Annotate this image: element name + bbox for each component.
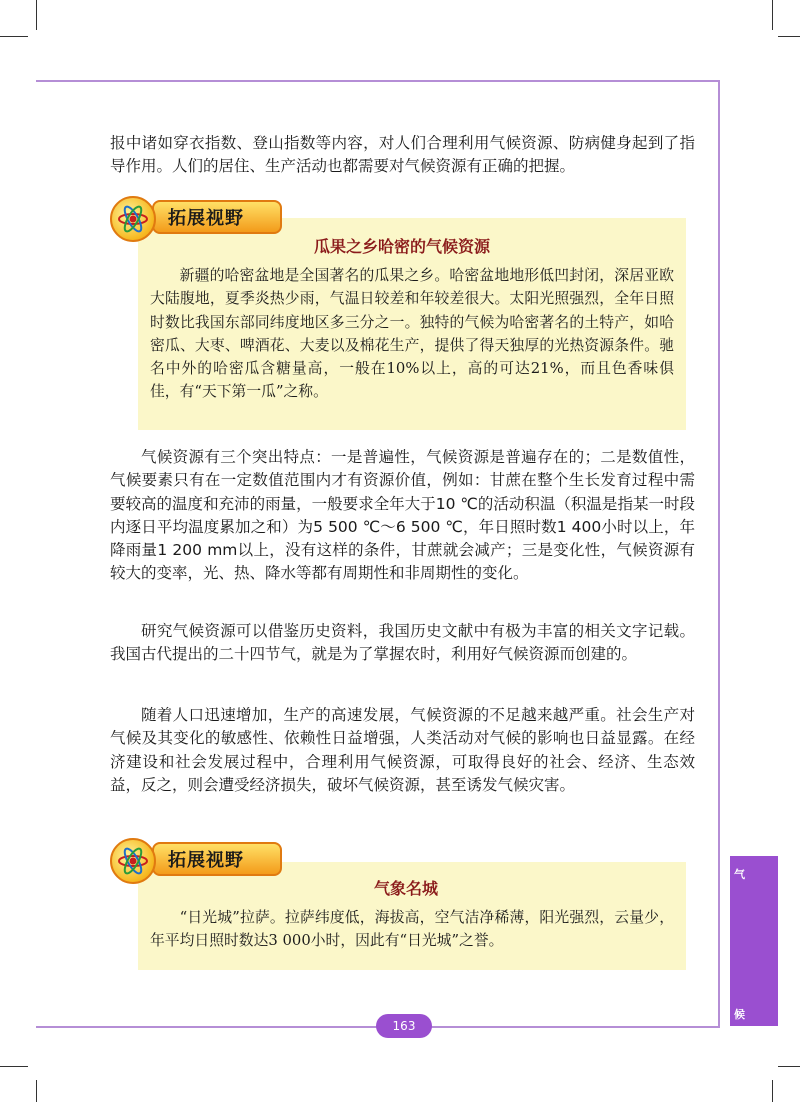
badge-label: 拓展视野 (168, 208, 244, 229)
body-paragraph: 气候资源有三个突出特点：一是普遍性，气候资源是普遍存在的；二是数值性，气候要素只有在一定数值范围内才有资源价值，例如：甘蔗在整个生长发育过程中需要较高的温度和充沛的雨量，一般要求全年大于10 ℃的活动积温（积温是指某一时段内逐日平均温度累加之和）为5 500 ℃～6 500 ℃，年日照时数1 400小时以上，年降雨量1 200 mm以上，没有这样的条件，甘蔗就会减产；三是变化性，气候资源有较大的变率，光、热、降水等都有周期性和非周期性的变化。 (110, 448, 695, 583)
crop-mark (0, 1066, 28, 1067)
sidebar-badge (110, 838, 285, 888)
page-frame-top (36, 80, 720, 82)
side-tab-char-top: 气 (734, 868, 745, 881)
crop-mark (772, 0, 773, 30)
crop-mark (36, 0, 37, 30)
atom-icon (110, 196, 156, 242)
sidebar-box-text: 新疆的哈密盆地是全国著名的瓜果之乡。哈密盆地地形低凹封闭，深居亚欧大陆腹地，夏季炎热少雨，气温日较差和年较差很大。太阳光照强烈，全年日照时数比我国东部同纬度地区多三分之一。独特的气候为哈密著名的土特产，如哈密瓜、大枣、啤酒花、大麦以及棉花生产，提供了得天独厚的光热资源条件。驰名中外的哈密瓜含糖量高，一般在10%以上，高的可达21%，而且色香味俱佳，有“天下第一瓜”之称。 (150, 267, 674, 401)
crop-mark (778, 36, 800, 37)
body-paragraph: 研究气候资源可以借鉴历史资料，我国历史文献中有极为丰富的相关文字记载。我国古代提出的二十四节气，就是为了掌握农时，利用好气候资源而创建的。 (110, 622, 695, 664)
sidebar-box-title: 气象名城 (374, 879, 439, 898)
body-paragraph: 随着人口迅速增加，生产的高速发展，气候资源的不足越来越严重。社会生产对气候及其变化的敏感性、依赖性日益增强，人类活动对气候的影响也日益显露。在经济建设和社会发展过程中，合理利用气候资源，可取得良好的社会、经济、生态效益，反之，则会遭受经济损失，破坏气候资源，甚至诱发气候灾害。 (110, 706, 695, 794)
crop-mark (772, 1080, 773, 1102)
page-number: 163 (376, 1014, 432, 1038)
sidebar-box-text: “日光城”拉萨。拉萨纬度低，海拔高，空气洁净稀薄，阳光强烈，云量少，年平均日照时数达3 000小时，因此有“日光城”之誉。 (150, 909, 674, 950)
sidebar-box (138, 218, 686, 430)
chapter-side-tab (730, 856, 778, 1026)
intro-paragraph: 报中诸如穿衣指数、登山指数等内容，对人们合理利用气候资源、防病健身起到了指导作用。人们的居住、生产活动也都需要对气候资源有正确的把握。 (110, 134, 695, 176)
page-frame-right (718, 80, 720, 1028)
side-tab-char-bottom: 候 (734, 1008, 745, 1021)
sidebar-box-title: 瓜果之乡哈密的气候资源 (314, 237, 491, 256)
badge-label: 拓展视野 (168, 850, 244, 871)
atom-icon (110, 838, 156, 884)
crop-mark (778, 1066, 800, 1067)
sidebar-badge (110, 196, 285, 246)
crop-mark (0, 36, 28, 37)
crop-mark (36, 1080, 37, 1102)
